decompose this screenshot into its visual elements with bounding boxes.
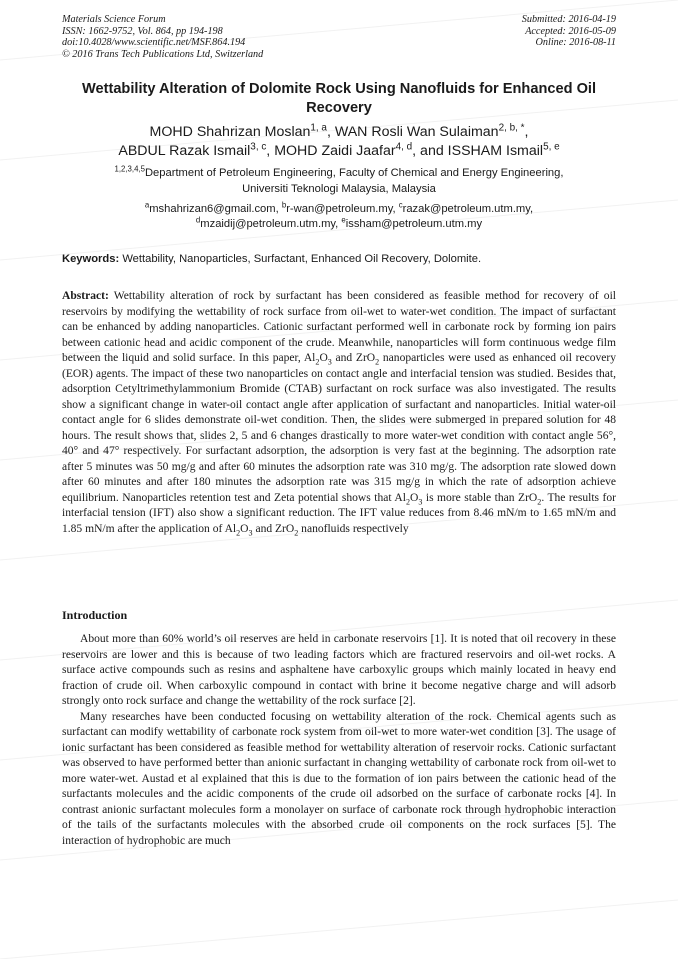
affiliation-mark: 1,2,3,4,5	[114, 164, 145, 174]
author-list	[60, 123, 618, 161]
abstract-text: nanoparticles were used as enhanced oil recovery (EOR) agents. The impact of these two nanoparticles on contact angle and interfacial tension was studied. Besides that, adsorption Cetyltrimethylammonium Bromide (CTAB) surfactant on rock surface was also investigated. The results show a significant change in water-oil contact angle after application of surfactant and nanoparticles. Initial water-oil contact angle for 6 slides demonstrate oil-wet condition. Then, the slides were submerged in prepared solution for 48 hours. The result shows that, slides 2, 5 and 6 changes drastically to more water-wet condition with contact angle 56°, 40° and 47° respectively. For surfactant adsorption, the adsorption is very fast at the beginning. The adsorption rate after 5 minutes was 50 mg/g and after 60 minutes the adsorption rate was 310 mg/g. The adsorption rate slowed down after 60 minutes and after 180 minutes the adsorption rate was 315 mg/g in which the rate of adsorption achieve equilibrium. Nanoparticles retention test and Zeta potential shows that Al	[62, 352, 617, 504]
email-link[interactable]: mshahrizan6@gmail.com	[149, 203, 276, 215]
subscript: 2	[315, 357, 320, 367]
email-mark: d	[195, 215, 201, 225]
subscript: 2	[405, 496, 410, 506]
accepted-date: Accepted: 2016-05-09	[525, 25, 616, 37]
email-separator: ,	[275, 203, 282, 215]
author-affiliation-mark: 2, b, *	[498, 122, 525, 134]
email-mark: b	[281, 200, 287, 210]
author-affiliation-mark: 4, d	[395, 141, 413, 153]
email-mark: e	[341, 215, 346, 225]
author-separator: ,	[326, 124, 335, 140]
email-mark: c	[398, 200, 403, 210]
abstract-text: and ZrO	[252, 522, 295, 535]
keywords-text: Wettability, Nanoparticles, Surfactant, Enhanced Oil Recovery, Dolomite.	[122, 253, 482, 265]
dates-info	[522, 14, 616, 49]
online-date: Online: 2016-08-11	[535, 37, 616, 49]
email-separator: ,	[530, 203, 534, 215]
paragraph: Many researches have been conducted focusing on wettability alteration of the rock. Chemical agents such as surfactant can modify wettability of carbonate rock system from oil-wet to more water-wet condition [3]. The usage of ionic surfactant has been considered as feasible method for wettability alteration of reservoir rocks. Cationic surfactant was observed to have performed better than anionic surfactant in changing wettability of carbonate rock from oil-wet to more water-wet. Austad et al explained that this is due to the formation of ion pairs between the cationic head of the surfactants molecules and the acidic components of the crude oil adsorbed on the surface of carbonate rocks [4]. In contrast anionic surfactant molecules form a monolayer on surface of carbonate rock through hydrophobic interaction of the tails of the surfactants molecules with the absorbed crude oil components on the rock surfaces [5]. The interaction of hydrophobic are much	[62, 710, 616, 847]
doi: doi:10.4028/www.scientific.net/MSF.864.194	[62, 37, 246, 49]
introduction-body	[62, 632, 616, 849]
abstract-text: . The results for interfacial tension (IFT) also show a significant reduction. The IFT value reduces from 8.46 mN/m to 1.65 mN/m and 1.85 mN/m after the application of Al	[62, 491, 616, 535]
author-affiliation-mark: 1, a	[310, 122, 327, 134]
author-name: ABDUL Razak Ismail	[118, 143, 251, 159]
author-separator: ,	[524, 124, 529, 140]
author-separator: ,	[266, 143, 275, 159]
issn: ISSN: 1662-9752, Vol. 864, pp 194-198	[62, 25, 223, 37]
abstract-text: is more stable than ZrO	[422, 491, 538, 504]
author-affiliation-mark: 3, c	[250, 141, 267, 153]
journal-info	[62, 14, 263, 60]
email-link[interactable]: mzaidij@petroleum.utm.my	[200, 218, 336, 230]
abstract-text: O	[319, 352, 328, 364]
subscript: 3	[418, 496, 423, 506]
abstract-label: Abstract:	[62, 290, 109, 302]
copyright: © 2016 Trans Tech Publications Ltd, Switzerland	[62, 48, 264, 60]
affiliation	[60, 165, 618, 197]
paragraph: About more than 60% world’s oil reserves are held in carbonate reservoirs [1]. It is noted that oil recovery in these reservoirs are lower and this is because of two leading factors which are fractured reservoirs and oil-wet rocks. A surface active compounds such as resins and asphaltene have carboxylic groups which mainly located in heavy end fraction of crude oil. When carboxylic compound in contact with brine it become negative charge and will adsorb strongly onto rock surface and change the wettability of the rock surface [2].	[62, 633, 616, 707]
section-heading-introduction: Introduction	[62, 608, 128, 622]
email-link[interactable]: r-wan@petroleum.my	[286, 203, 393, 215]
subscript: 2	[236, 527, 241, 537]
keywords-label: Keywords:	[62, 253, 120, 265]
email-link[interactable]: razak@petroleum.utm.my	[402, 203, 531, 215]
journal-name: Materials Science Forum	[62, 14, 166, 25]
paper-title: Wettability Alteration of Dolomite Rock Using Nanofluids for Enhanced Oil Recovery	[81, 81, 597, 116]
email-separator: ,	[335, 218, 342, 230]
abstract-text: O	[410, 491, 419, 504]
email-link[interactable]: issham@petroleum.utm.my	[345, 218, 483, 230]
abstract-text: nanofluids respectively	[298, 522, 409, 535]
affiliation-line: Department of Petroleum Engineering, Faculty of Chemical and Energy Engineering,	[144, 167, 564, 179]
author-name: WAN Rosli Wan Sulaiman	[334, 124, 499, 140]
email-separator: ,	[392, 203, 399, 215]
subscript: 2	[294, 527, 299, 537]
author-name: MOHD Zaidi Jaafar	[274, 143, 396, 159]
author-affiliation-mark: 5, e	[543, 141, 560, 153]
subscript: 2	[375, 357, 380, 367]
author-separator: , and	[412, 143, 448, 159]
abstract-text: Wettability alteration of rock by surfactant has been considered as feasible method for recovery of oil reservoirs by modifying the wettability of rock surface from oil-wet to water-wet condition. The impact of surfactant can be enhanced by adding nanoparticles. Cationic surfactant performed well in carbonate rock by forming ion pairs between cationic head and acidic component of the crude. Meanwhile, nanoparticles will form continuous wedge film between the liquid and solid surface. In this paper, Al	[62, 290, 616, 364]
submitted-date: Submitted: 2016-04-19	[521, 14, 616, 25]
abstract-text: and ZrO	[331, 352, 376, 364]
abstract-text: O	[240, 522, 249, 535]
keywords	[62, 253, 618, 265]
subscript: 3	[327, 357, 332, 367]
author-name: ISSHAM Ismail	[447, 143, 544, 159]
subscript: 2	[537, 496, 542, 506]
subscript: 3	[248, 527, 253, 537]
affiliation-line: Universiti Teknologi Malaysia, Malaysia	[242, 183, 436, 195]
author-name: MOHD Shahrizan Moslan	[149, 124, 311, 140]
email-mark: a	[144, 200, 150, 210]
abstract	[62, 289, 616, 537]
email-list	[60, 202, 618, 232]
